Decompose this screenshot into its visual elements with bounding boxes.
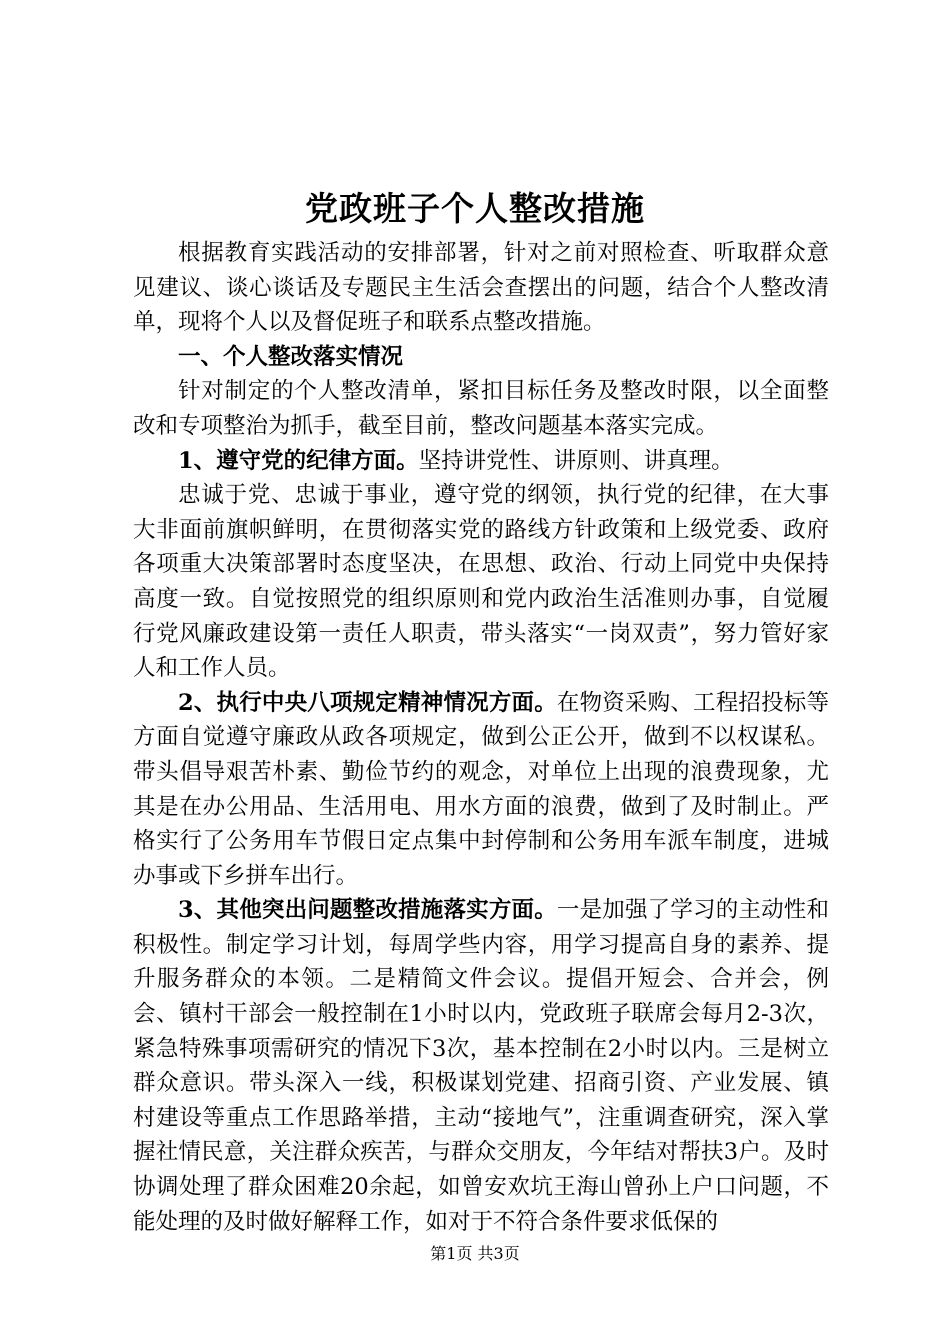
item-3-body: 一是加强了学习的主动性和积极性。制定学习计划，每周学些内容，用学习提高自身的素养、提升服务群众的本领。二是精简文件会议。提倡开短会、合并会，例会、镇村干部会一般控制在1小时以内，党政班子联席会每月2-3次，紧急特殊事项需研究的情况下3次，基本控制在2小时以内。三是树立群众意识。带头深入一线，积极谋划党建、招商引资、产业发展、镇村建设等重点工作思路举措，主动“接地气”，注重调查研究，深入掌握社情民意，关注群众疾苦，与群众交朋友，今年结对帮扶3户。及时协调处理了群众困难20余起，如曾安欢坑王海山曾孙上户口问题，不能处理的及时做好解释工作，如对于不符合条件要求低保的 [133, 897, 830, 1235]
section-heading: 一、个人整改落实情况 [178, 343, 404, 370]
section-paragraph: 针对制定的个人整改清单，紧扣目标任务及整改时限，以全面整改和专项整治为抓手，截至目前，整改问题基本落实完成。 [133, 378, 829, 439]
item-1-summary: 坚持讲党性、讲原则、讲真理。 [418, 447, 734, 474]
document-body [133, 236, 829, 1239]
item-3-heading: 3、其他突出问题整改措施落实方面。 [178, 897, 557, 924]
item-2-body: 在物资采购、工程招投标等方面自觉遵守廉政从政各项规定，做到公正公开，做到不以权谋私。带头倡导艰苦朴素、勤俭节约的观念，对单位上出现的浪费现象，尤其是在办公用品、生活用电、用水方面的浪费，做到了及时制止。严格实行了公务用车节假日定点集中封停制和公务用车派车制度，进城办事或下乡拼车出行。 [133, 689, 830, 889]
intro-paragraph: 根据教育实践活动的安排部署，针对之前对照检查、听取群众意见建议、谈心谈话及专题民主生活会查摆出的问题，结合个人整改清单，现将个人以及督促班子和联系点整改措施。 [133, 240, 829, 336]
item-1-body: 忠诚于党、忠诚于事业，遵守党的纲领，执行党的纪律，在大事大非面前旗帜鲜明，在贯彻落实党的路线方针政策和上级党委、政府各项重大决策部署时态度坚决，在思想、政治、行动上同党中央保持高度一致。自觉按照党的组织原则和党内政治生活准则办事，自觉履行党风廉政建设第一责任人职责，带头落实“一岗双责”，努力管好家人和工作人员。 [133, 482, 829, 682]
item-1-paragraph [133, 444, 829, 479]
item-2-paragraph [133, 686, 829, 894]
item-1-heading: 1、遵守党的纪律方面。 [178, 447, 419, 474]
item-2-heading: 2、执行中央八项规定精神情况方面。 [178, 689, 557, 716]
page-number-footer: 第1页 共3页 [430, 1244, 520, 1263]
item-3-paragraph [133, 893, 829, 1239]
page-title: 党政班子个人整改措施 [305, 189, 645, 228]
